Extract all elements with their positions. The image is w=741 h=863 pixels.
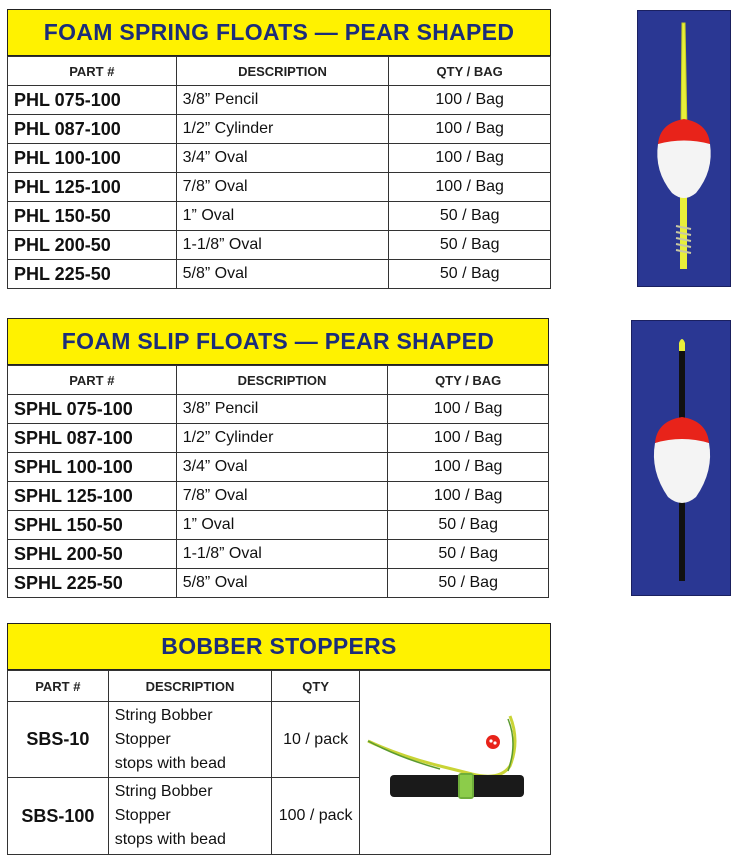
table-row	[8, 202, 551, 231]
quantity: 50 / Bag	[388, 540, 549, 569]
quantity: 100 / Bag	[388, 482, 549, 511]
bobber-stopper-image	[360, 671, 549, 849]
part-number: PHL 200-50	[8, 231, 177, 260]
table-row	[8, 569, 549, 598]
quantity: 10 / pack	[272, 702, 360, 778]
quantity: 50 / Bag	[388, 569, 549, 598]
table-row	[8, 144, 551, 173]
header-part: PART #	[8, 366, 177, 395]
part-number: SPHL 150-50	[8, 511, 177, 540]
description: 3/8” Pencil	[176, 395, 388, 424]
table-row	[8, 115, 551, 144]
description: 1/2” Cylinder	[176, 424, 388, 453]
quantity: 100 / pack	[272, 778, 360, 855]
header-description: DESCRIPTION	[108, 671, 272, 702]
part-number: SPHL 125-100	[8, 482, 177, 511]
quantity: 50 / Bag	[389, 231, 551, 260]
header-part: PART #	[8, 671, 109, 702]
spring-floats-table	[7, 56, 551, 289]
bobber-stopper-photo-cell	[359, 671, 550, 855]
description: 1/2” Cylinder	[176, 115, 389, 144]
description: 5/8” Oval	[176, 569, 388, 598]
slip-floats-title: FOAM SLIP FLOATS — PEAR SHAPED	[7, 318, 549, 365]
spring-floats-section	[7, 9, 551, 289]
description	[108, 702, 272, 778]
spring-floats-title: FOAM SPRING FLOATS — PEAR SHAPED	[7, 9, 551, 56]
part-number: SPHL 075-100	[8, 395, 177, 424]
part-number: PHL 075-100	[8, 86, 177, 115]
description: 3/4” Oval	[176, 144, 389, 173]
description-line-1: String Bobber Stopper	[114, 706, 213, 748]
quantity: 100 / Bag	[389, 115, 551, 144]
description: 3/8” Pencil	[176, 86, 389, 115]
description: 7/8” Oval	[176, 173, 389, 202]
description: 7/8” Oval	[176, 482, 388, 511]
table-row	[8, 173, 551, 202]
part-number: SPHL 087-100	[8, 424, 177, 453]
spring-float-photo	[637, 10, 731, 287]
spring-float-image	[638, 11, 732, 288]
description-line-1: String Bobber Stopper	[114, 783, 213, 825]
table-header-row	[8, 671, 551, 702]
part-number: PHL 087-100	[8, 115, 177, 144]
quantity: 100 / Bag	[388, 453, 549, 482]
slip-floats-table	[7, 365, 549, 598]
part-number: SBS-10	[8, 702, 109, 778]
part-number: PHL 100-100	[8, 144, 177, 173]
quantity: 50 / Bag	[389, 202, 551, 231]
quantity: 100 / Bag	[389, 173, 551, 202]
table-row	[8, 86, 551, 115]
header-qty: QTY / BAG	[388, 366, 549, 395]
table-row	[8, 511, 549, 540]
quantity: 50 / Bag	[389, 260, 551, 289]
slip-float-image	[632, 321, 732, 597]
table-row	[8, 231, 551, 260]
description: 1” Oval	[176, 511, 388, 540]
table-row	[8, 395, 549, 424]
description-line-2: stops with bead	[114, 831, 226, 849]
header-part: PART #	[8, 57, 177, 86]
slip-float-photo	[631, 320, 731, 596]
description: 1-1/8” Oval	[176, 231, 389, 260]
part-number: SPHL 100-100	[8, 453, 177, 482]
header-description: DESCRIPTION	[176, 366, 388, 395]
quantity: 100 / Bag	[388, 395, 549, 424]
description: 1-1/8” Oval	[176, 540, 388, 569]
description: 1” Oval	[176, 202, 389, 231]
part-number: PHL 150-50	[8, 202, 177, 231]
part-number: PHL 225-50	[8, 260, 177, 289]
description: 5/8” Oval	[176, 260, 389, 289]
table-row	[8, 540, 549, 569]
quantity: 100 / Bag	[388, 424, 549, 453]
header-qty: QTY / BAG	[389, 57, 551, 86]
bobber-stoppers-table	[7, 670, 551, 855]
table-row	[8, 424, 549, 453]
bobber-stoppers-section	[7, 623, 551, 855]
table-row	[8, 260, 551, 289]
quantity: 100 / Bag	[389, 144, 551, 173]
description: 3/4” Oval	[176, 453, 388, 482]
description-line-2: stops with bead	[114, 754, 226, 772]
header-description: DESCRIPTION	[176, 57, 389, 86]
header-qty: QTY	[272, 671, 360, 702]
part-number: PHL 125-100	[8, 173, 177, 202]
table-row	[8, 482, 549, 511]
description	[108, 778, 272, 855]
slip-floats-section	[7, 318, 549, 598]
part-number: SPHL 200-50	[8, 540, 177, 569]
table-header-row	[8, 57, 551, 86]
part-number: SBS-100	[8, 778, 109, 855]
quantity: 100 / Bag	[389, 86, 551, 115]
table-row	[8, 453, 549, 482]
part-number: SPHL 225-50	[8, 569, 177, 598]
bobber-stoppers-title: BOBBER STOPPERS	[7, 623, 551, 670]
quantity: 50 / Bag	[388, 511, 549, 540]
table-header-row	[8, 366, 549, 395]
